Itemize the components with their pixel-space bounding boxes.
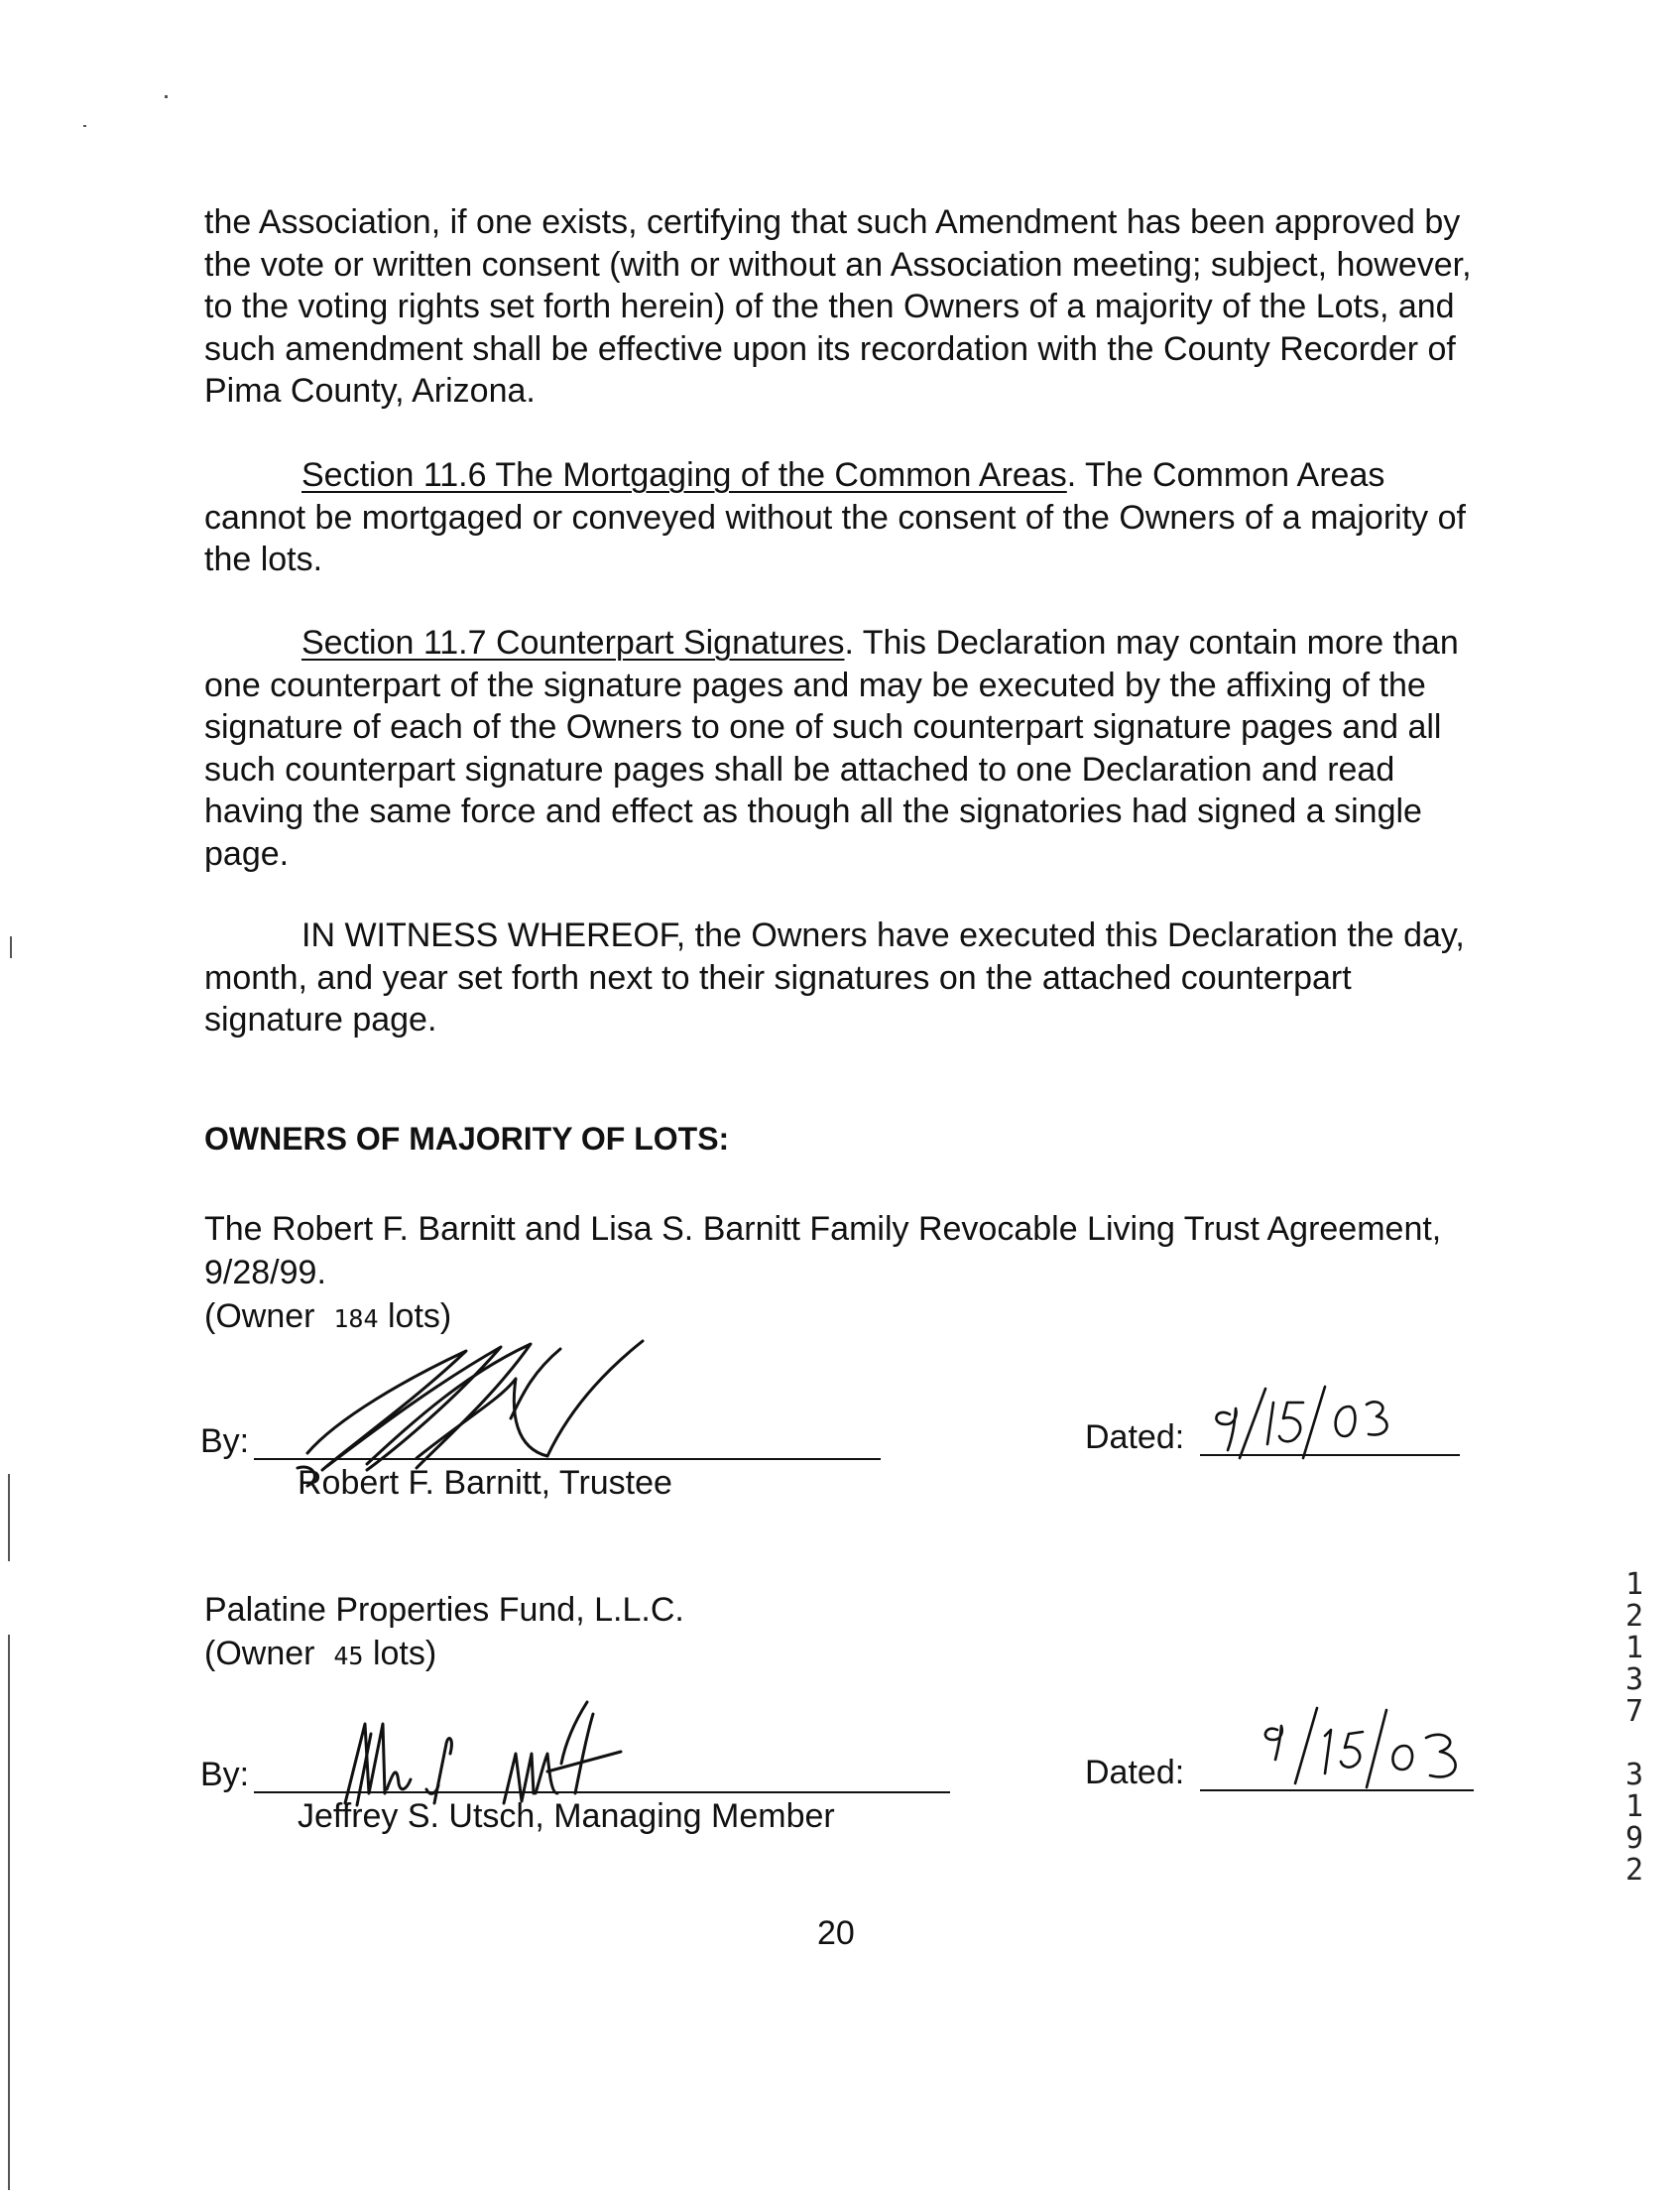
owner1-handwritten-date — [1208, 1385, 1426, 1464]
stamp-digit: 9 — [1624, 1821, 1644, 1856]
owner1-entity-line1: The Robert F. Barnitt and Lisa S. Barnitt Family Revocable Living Trust Agreement, — [204, 1210, 1442, 1248]
owner1-dated-label: Dated: — [1085, 1418, 1185, 1456]
owner-prefix: (Owner — [204, 1297, 315, 1335]
owner2-lots-line — [204, 1633, 436, 1677]
stamp-digit: 1 — [1624, 1631, 1644, 1665]
stamp-digit: 7 — [1624, 1694, 1644, 1729]
owner1-lot-count: 184 — [333, 1304, 379, 1333]
page-number: 20 — [817, 1914, 855, 1952]
owner1-entity-line2: 9/28/99. — [204, 1254, 326, 1291]
lots-suffix: lots) — [387, 1297, 452, 1335]
section-11-6-paragraph — [204, 454, 1484, 581]
owner1-by-label: By: — [200, 1422, 250, 1460]
stamp-digit: 1 — [1624, 1567, 1644, 1602]
section-11-6-body: . The Common Areas cannot be mortgaged or conveyed without the consent of the Owners of a majority of the lots. — [204, 456, 1466, 578]
section-11-7-heading: Section 11.7 Counterpart Signatures — [301, 624, 845, 662]
owner2-dated-label: Dated: — [1085, 1754, 1185, 1791]
stamp-gap — [1617, 1728, 1652, 1760]
stamp-digit: 3 — [1624, 1758, 1644, 1792]
owner2-lot-count: 45 — [333, 1642, 364, 1670]
scan-mark — [10, 936, 12, 958]
stamp-digit: 1 — [1624, 1789, 1644, 1824]
section-11-6-heading: Section 11.6 The Mortgaging of the Common Areas — [301, 456, 1067, 494]
lots-suffix: lots) — [372, 1635, 437, 1672]
owner1-lots-line — [204, 1295, 451, 1340]
owners-heading: OWNERS OF MAJORITY OF LOTS: — [204, 1121, 730, 1157]
section-11-7-paragraph — [204, 622, 1484, 875]
owner1-signer-name: Robert F. Barnitt, Trustee — [298, 1464, 672, 1502]
owner2-by-label: By: — [200, 1756, 250, 1793]
scan-mark — [8, 1635, 10, 2190]
scan-mark — [165, 95, 168, 98]
stamp-digit: 2 — [1624, 1853, 1644, 1888]
witness-paragraph: IN WITNESS WHEREOF, the Owners have executed this Declaration the day, month, and year set forth next to their signatures on the attached counterpart signature page. — [204, 917, 1465, 1039]
recording-stamp — [1617, 1569, 1652, 1887]
owner2-handwritten-date — [1256, 1704, 1494, 1793]
stamp-digit: 3 — [1624, 1662, 1644, 1697]
scan-mark — [83, 125, 86, 127]
amendment-paragraph: the Association, if one exists, certifying that such Amendment has been approved by the vote or written consent (with or without an Association meeting; subject, however, to the voting rights set forth herein) of the then Owners of a majority of the Lots, and such amendment shall be effective upon its recordation with the County Recorder of Pima County, Arizona. — [204, 203, 1472, 410]
scan-mark — [8, 1474, 10, 1561]
owner2-signer-name: Jeffrey S. Utsch, Managing Member — [298, 1797, 835, 1835]
section-11-7-body: . This Declaration may contain more than one counterpart of the signature pages and may be executed by the affixing of the signature of each of the Owners to one of such counterpart signature pages and all such counterpart signature pages shall be attached to one Declaration and read having the same force and effect as though all the signatories had signed a single page. — [204, 624, 1459, 873]
owner-prefix: (Owner — [204, 1635, 315, 1672]
stamp-digit: 2 — [1624, 1599, 1644, 1634]
owner2-entity: Palatine Properties Fund, L.L.C. — [204, 1591, 684, 1629]
